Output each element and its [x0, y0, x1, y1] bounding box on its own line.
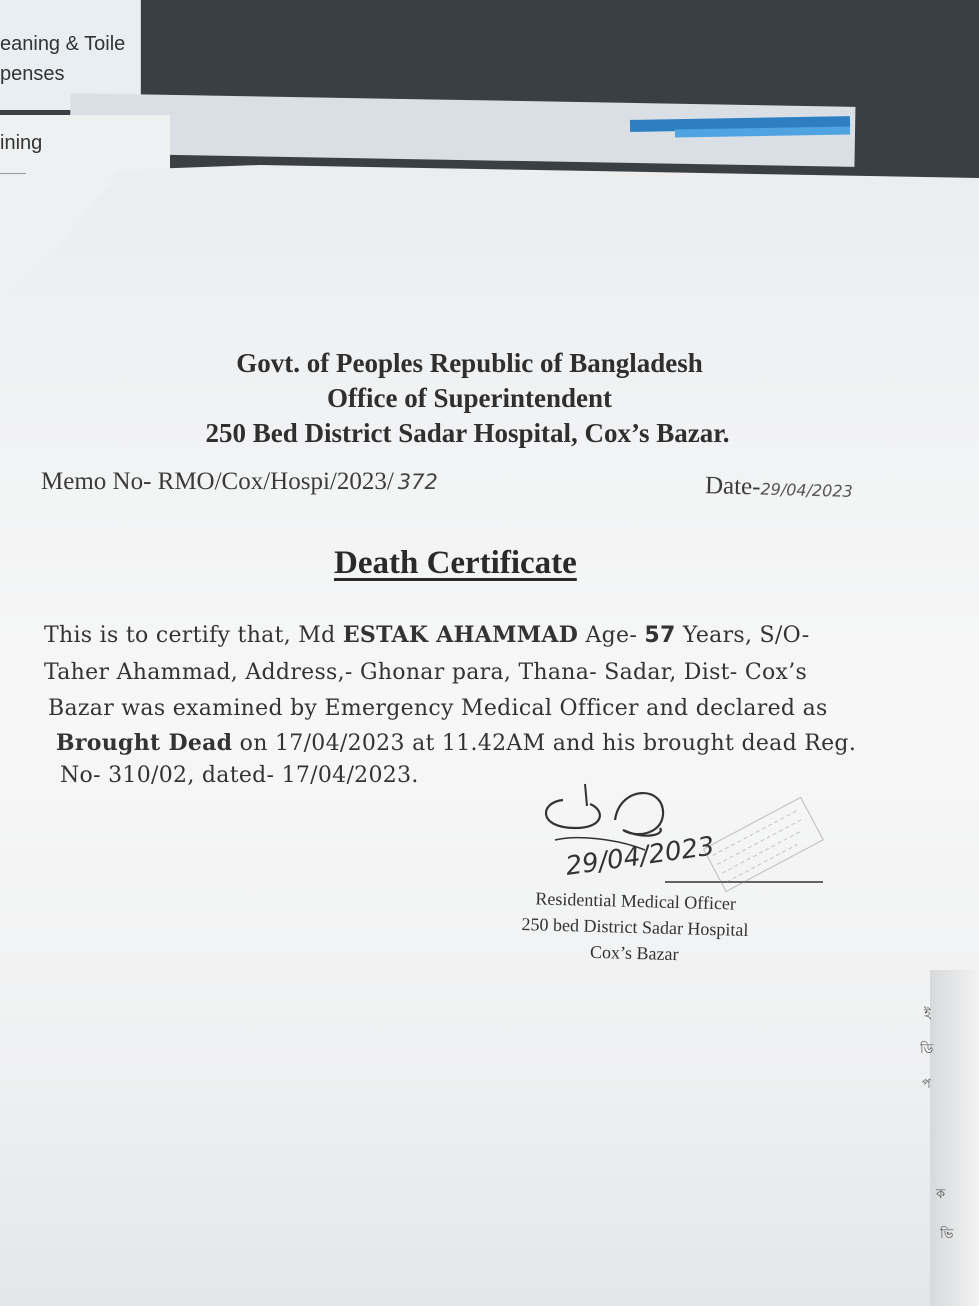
body-line: Taher Ahammad, Address,- Ghonar para, Thana- Sadar, Dist- Cox’s — [44, 660, 808, 685]
signatory-block — [479, 884, 791, 970]
certificate-title: Death Certificate — [334, 545, 577, 581]
memo-handwritten-number: 372 — [397, 470, 438, 494]
background-sheet-text: ining — [0, 132, 43, 154]
background-paper-line: penses — [0, 63, 65, 85]
certificate-date — [705, 472, 853, 504]
body-line: No- 310/02, dated- 17/04/2023. — [60, 763, 419, 788]
header-hospital: 250 Bed District Sadar Hospital, Cox’s Bazar. — [205, 418, 730, 448]
background-paper-line: eaning & Toile — [0, 33, 126, 55]
body-line: Bazar was examined by Emergency Medical Officer and declared as — [48, 696, 828, 721]
margin-text: ডি — [920, 1042, 934, 1057]
date-handwritten: 29/04/2023 — [760, 479, 853, 501]
margin-text: প — [922, 1077, 931, 1092]
header-office: Office of Superintendent — [327, 383, 612, 413]
margin-text: ই — [924, 1007, 931, 1022]
body-line: This is to certify that, Md ESTAK AHAMMAD Age- 57 Years, S/O- — [44, 622, 810, 648]
deceased-age: 57 — [644, 623, 676, 648]
margin-text: ক — [936, 1187, 946, 1202]
signatory-place: Cox’s Bazar — [589, 941, 679, 965]
margin-text: ভি — [940, 1227, 954, 1242]
brought-dead-label: Brought Dead — [56, 730, 233, 756]
body-line: Brought Dead on 17/04/2023 at 11.42AM and his brought dead Reg. — [56, 730, 857, 756]
memo-label: Memo No- RMO/Cox/Hospi/2023/ — [41, 468, 394, 495]
signatory-designation: Residential Medical Officer — [535, 888, 737, 914]
deceased-name: ESTAK AHAMMAD — [342, 622, 579, 648]
memo-number — [41, 468, 438, 496]
signatory-hospital: 250 bed District Sadar Hospital — [521, 914, 749, 940]
header-govt: Govt. of Peoples Republic of Bangladesh — [236, 348, 703, 378]
date-label: Date- — [704, 472, 761, 501]
signature-date: 29/04/2023 — [563, 831, 717, 882]
